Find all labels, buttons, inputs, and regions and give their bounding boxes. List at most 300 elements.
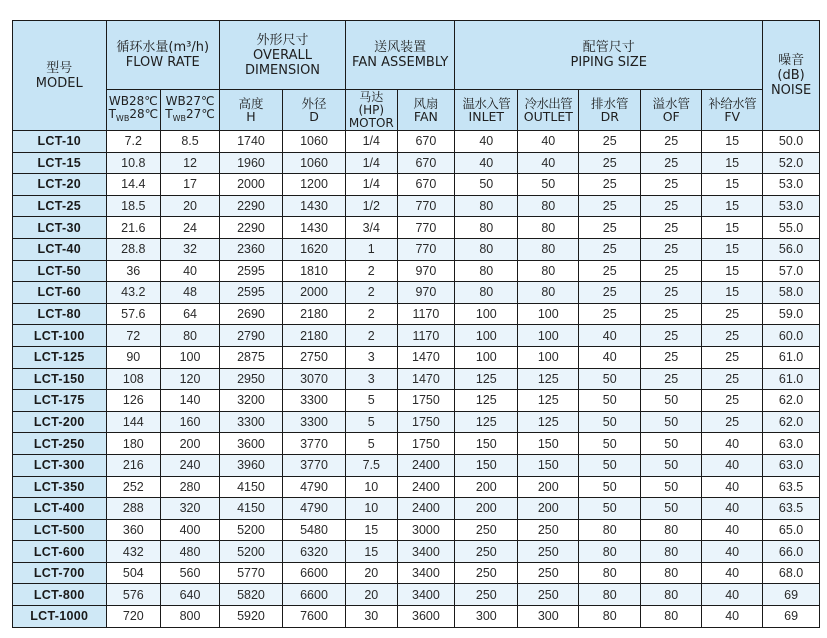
cell-inlet: 125: [455, 411, 518, 433]
cell-flow-wb28: 432: [106, 541, 161, 563]
cell-flow-wb27: 12: [161, 152, 220, 174]
header-overflow-en: OF: [662, 109, 680, 124]
cell-fan: 3400: [397, 541, 455, 563]
cell-model: LCT-80: [13, 303, 107, 325]
cell-flow-wb27: 640: [161, 584, 220, 606]
header-overall-en2: DIMENSION: [244, 62, 321, 78]
cell-height: 5920: [219, 606, 282, 628]
header-flow-wb28-sub: WB: [115, 114, 130, 123]
cell-motor: 30: [346, 606, 397, 628]
cell-height: 2950: [219, 368, 282, 390]
cell-drain: 25: [579, 303, 641, 325]
cell-diameter: 7600: [283, 606, 346, 628]
cell-flow-wb27: 480: [161, 541, 220, 563]
cell-flow-wb27: 160: [161, 411, 220, 433]
cell-overflow: 50: [641, 433, 702, 455]
cell-outlet: 125: [518, 368, 579, 390]
cell-outlet: 80: [518, 195, 579, 217]
cell-flow-wb28: 57.6: [106, 303, 161, 325]
header-motor-zh: 马达: [359, 89, 384, 104]
cell-makeup: 25: [702, 303, 763, 325]
cell-flow-wb27: 100: [161, 346, 220, 368]
cell-flow-wb27: 20: [161, 195, 220, 217]
header-piping-size: [455, 21, 763, 90]
cell-flow-wb28: 576: [106, 584, 161, 606]
header-piping-en: PIPING SIZE: [570, 55, 647, 70]
cell-drain: 80: [579, 541, 641, 563]
cell-motor: 15: [346, 519, 397, 541]
header-fan: [397, 90, 455, 131]
cell-overflow: 50: [641, 476, 702, 498]
cell-inlet: 80: [455, 195, 518, 217]
cell-height: 5770: [219, 562, 282, 584]
cell-noise: 65.0: [763, 519, 820, 541]
cell-drain: 25: [579, 152, 641, 174]
table-row: [13, 325, 820, 347]
header-motor: [346, 90, 397, 131]
cell-diameter: 3300: [283, 411, 346, 433]
cell-model: LCT-250: [13, 433, 107, 455]
cell-makeup: 15: [702, 217, 763, 239]
cell-diameter: 3770: [283, 454, 346, 476]
cell-noise: 53.0: [763, 195, 820, 217]
cell-diameter: 3070: [283, 368, 346, 390]
cell-flow-wb27: 80: [161, 325, 220, 347]
cell-noise: 59.0: [763, 303, 820, 325]
cell-makeup: 15: [702, 260, 763, 282]
cell-overflow: 80: [641, 519, 702, 541]
cell-model: LCT-800: [13, 584, 107, 606]
cell-drain: 40: [579, 346, 641, 368]
cell-height: 3600: [219, 433, 282, 455]
cell-height: 5200: [219, 519, 282, 541]
header-flow-wb28-a: WB28℃: [108, 94, 158, 108]
cell-height: 2000: [219, 174, 282, 196]
cell-diameter: 2000: [283, 282, 346, 304]
cell-flow-wb27: 280: [161, 476, 220, 498]
cell-height: 2790: [219, 325, 282, 347]
cell-inlet: 200: [455, 476, 518, 498]
cell-height: 2360: [219, 238, 282, 260]
cell-model: LCT-350: [13, 476, 107, 498]
cell-flow-wb28: 360: [106, 519, 161, 541]
cell-motor: 5: [346, 433, 397, 455]
cell-model: LCT-15: [13, 152, 107, 174]
table-row: [13, 498, 820, 520]
cell-fan: 1170: [397, 303, 455, 325]
header-inlet-en: INLET: [468, 109, 505, 124]
header-makeup-en: FV: [724, 109, 741, 124]
cell-overflow: 25: [641, 174, 702, 196]
header-inlet-zh: 温水入管: [462, 96, 511, 111]
cell-flow-wb28: 144: [106, 411, 161, 433]
header-model-zh: 型号: [46, 60, 73, 76]
cell-noise: 53.0: [763, 174, 820, 196]
cell-flow-wb27: 8.5: [161, 131, 220, 153]
cell-overflow: 80: [641, 584, 702, 606]
cell-overflow: 80: [641, 541, 702, 563]
cell-noise: 58.0: [763, 282, 820, 304]
cell-motor: 1/4: [346, 131, 397, 153]
header-flow-wb28-t: T: [108, 107, 116, 121]
header-outlet: [518, 90, 579, 131]
cell-diameter: 1810: [283, 260, 346, 282]
cell-outlet: 80: [518, 217, 579, 239]
cell-makeup: 40: [702, 433, 763, 455]
cell-outlet: 250: [518, 519, 579, 541]
cell-makeup: 15: [702, 152, 763, 174]
cell-outlet: 200: [518, 476, 579, 498]
cell-drain: 50: [579, 390, 641, 412]
cell-outlet: 100: [518, 325, 579, 347]
cell-overflow: 50: [641, 411, 702, 433]
cell-flow-wb28: 252: [106, 476, 161, 498]
cell-outlet: 150: [518, 454, 579, 476]
cell-makeup: 40: [702, 454, 763, 476]
cell-model: LCT-20: [13, 174, 107, 196]
cell-makeup: 40: [702, 584, 763, 606]
cell-model: LCT-400: [13, 498, 107, 520]
cell-overflow: 25: [641, 325, 702, 347]
table-row: [13, 476, 820, 498]
cell-noise: 66.0: [763, 541, 820, 563]
cell-noise: 69: [763, 606, 820, 628]
table-row: [13, 454, 820, 476]
cell-motor: 2: [346, 325, 397, 347]
table-row: [13, 519, 820, 541]
header-outlet-en: OUTLET: [523, 109, 573, 124]
cell-model: LCT-25: [13, 195, 107, 217]
cell-noise: 52.0: [763, 152, 820, 174]
cell-outlet: 125: [518, 411, 579, 433]
cell-flow-wb27: 32: [161, 238, 220, 260]
cell-height: 4150: [219, 476, 282, 498]
header-drain-en: DR: [600, 109, 619, 124]
cell-fan: 3000: [397, 519, 455, 541]
cell-noise: 60.0: [763, 325, 820, 347]
cell-fan: 1470: [397, 346, 455, 368]
cell-drain: 50: [579, 411, 641, 433]
header-overflow: [641, 90, 702, 131]
cell-drain: 80: [579, 606, 641, 628]
cell-makeup: 25: [702, 411, 763, 433]
header-inlet: [455, 90, 518, 131]
cell-drain: 40: [579, 325, 641, 347]
cell-height: 2595: [219, 282, 282, 304]
cell-inlet: 200: [455, 498, 518, 520]
cell-inlet: 50: [455, 174, 518, 196]
cell-overflow: 25: [641, 152, 702, 174]
cell-fan: 3400: [397, 562, 455, 584]
cell-overflow: 50: [641, 390, 702, 412]
cell-motor: 3: [346, 368, 397, 390]
cell-makeup: 25: [702, 325, 763, 347]
cell-flow-wb27: 560: [161, 562, 220, 584]
cell-inlet: 150: [455, 454, 518, 476]
cell-outlet: 80: [518, 238, 579, 260]
cell-drain: 25: [579, 131, 641, 153]
header-height: [219, 90, 282, 131]
cell-height: 2290: [219, 195, 282, 217]
cell-fan: 1170: [397, 325, 455, 347]
cell-fan: 770: [397, 195, 455, 217]
cell-makeup: 40: [702, 541, 763, 563]
cell-overflow: 25: [641, 238, 702, 260]
cell-noise: 61.0: [763, 368, 820, 390]
cell-inlet: 80: [455, 217, 518, 239]
cell-inlet: 100: [455, 325, 518, 347]
cell-motor: 5: [346, 390, 397, 412]
cell-inlet: 125: [455, 390, 518, 412]
cell-outlet: 100: [518, 346, 579, 368]
cell-outlet: 125: [518, 390, 579, 412]
cell-drain: 80: [579, 519, 641, 541]
cell-model: LCT-30: [13, 217, 107, 239]
cell-motor: 20: [346, 562, 397, 584]
cell-inlet: 250: [455, 519, 518, 541]
cell-inlet: 40: [455, 131, 518, 153]
table-row: [13, 433, 820, 455]
header-noise-unit: (dB): [777, 68, 805, 83]
cell-diameter: 3770: [283, 433, 346, 455]
cell-drain: 25: [579, 282, 641, 304]
cell-fan: 1750: [397, 411, 455, 433]
table-body: [13, 131, 820, 628]
cell-makeup: 15: [702, 131, 763, 153]
cell-diameter: 1620: [283, 238, 346, 260]
cell-inlet: 250: [455, 541, 518, 563]
cell-inlet: 250: [455, 584, 518, 606]
header-motor-en: MOTOR: [348, 115, 394, 130]
cell-flow-wb28: 43.2: [106, 282, 161, 304]
cell-flow-wb28: 10.8: [106, 152, 161, 174]
header-overall-en1: OVERALL: [253, 47, 312, 63]
table-row: [13, 541, 820, 563]
cell-drain: 80: [579, 584, 641, 606]
header-flow-wb28: [106, 90, 161, 131]
cell-overflow: 80: [641, 606, 702, 628]
cell-fan: 2400: [397, 454, 455, 476]
header-flow-rate-zh: 循环水量(m³/h): [116, 40, 210, 55]
header-flow-wb27-b: [161, 108, 219, 125]
cell-noise: 62.0: [763, 390, 820, 412]
cell-outlet: 250: [518, 584, 579, 606]
cell-motor: 1/4: [346, 152, 397, 174]
cell-motor: 1: [346, 238, 397, 260]
cell-drain: 80: [579, 562, 641, 584]
header-outlet-zh: 冷水出管: [524, 96, 573, 111]
cell-outlet: 250: [518, 541, 579, 563]
table-row: [13, 346, 820, 368]
cell-fan: 670: [397, 174, 455, 196]
cell-noise: 63.5: [763, 476, 820, 498]
cell-makeup: 25: [702, 390, 763, 412]
cell-diameter: 4790: [283, 476, 346, 498]
cell-model: LCT-500: [13, 519, 107, 541]
header-fan-col-zh: 风扇: [413, 96, 439, 111]
cell-overflow: 50: [641, 454, 702, 476]
cell-outlet: 80: [518, 282, 579, 304]
cell-flow-wb28: 36: [106, 260, 161, 282]
header-height-zh: 高度: [238, 96, 264, 111]
cell-model: LCT-60: [13, 282, 107, 304]
cell-diameter: 6320: [283, 541, 346, 563]
cell-motor: 3/4: [346, 217, 397, 239]
header-noise-en: NOISE: [770, 83, 812, 98]
cell-flow-wb28: 216: [106, 454, 161, 476]
cell-outlet: 40: [518, 152, 579, 174]
cell-flow-wb27: 17: [161, 174, 220, 196]
cell-motor: 10: [346, 476, 397, 498]
cell-diameter: 1430: [283, 195, 346, 217]
header-flow-wb28-temp: 28℃: [129, 107, 159, 121]
cell-flow-wb28: 14.4: [106, 174, 161, 196]
table-row: [13, 195, 820, 217]
cell-noise: 50.0: [763, 131, 820, 153]
cell-flow-wb28: 28.8: [106, 238, 161, 260]
header-fan-zh: 送风装置: [374, 40, 427, 55]
cell-motor: 2: [346, 282, 397, 304]
cell-height: 1960: [219, 152, 282, 174]
table-row: [13, 584, 820, 606]
cell-fan: 770: [397, 217, 455, 239]
header-flow-wb27-sub: WB: [172, 114, 187, 123]
cell-overflow: 25: [641, 346, 702, 368]
cooling-tower-spec-table: [12, 20, 820, 628]
table-header: [13, 21, 820, 131]
cell-inlet: 125: [455, 368, 518, 390]
cell-fan: 2400: [397, 498, 455, 520]
cell-flow-wb28: 180: [106, 433, 161, 455]
cell-noise: 61.0: [763, 346, 820, 368]
cell-noise: 63.0: [763, 454, 820, 476]
spec-sheet: [12, 20, 820, 628]
header-noise: [763, 21, 820, 131]
cell-flow-wb28: 108: [106, 368, 161, 390]
cell-model: LCT-100: [13, 325, 107, 347]
cell-motor: 15: [346, 541, 397, 563]
cell-motor: 2: [346, 260, 397, 282]
cell-noise: 63.5: [763, 498, 820, 520]
cell-drain: 50: [579, 368, 641, 390]
cell-inlet: 80: [455, 238, 518, 260]
cell-noise: 63.0: [763, 433, 820, 455]
cell-model: LCT-1000: [13, 606, 107, 628]
header-height-en: H: [246, 109, 256, 124]
cell-diameter: 1060: [283, 131, 346, 153]
cell-makeup: 40: [702, 519, 763, 541]
header-diameter-zh: 外径: [301, 96, 327, 111]
cell-drain: 50: [579, 433, 641, 455]
cell-flow-wb27: 40: [161, 260, 220, 282]
table-row: [13, 131, 820, 153]
cell-drain: 50: [579, 454, 641, 476]
header-flow-rate: [106, 21, 219, 90]
cell-model: LCT-175: [13, 390, 107, 412]
cell-makeup: 15: [702, 238, 763, 260]
cell-motor: 5: [346, 411, 397, 433]
cell-diameter: 2750: [283, 346, 346, 368]
cell-flow-wb28: 21.6: [106, 217, 161, 239]
cell-noise: 57.0: [763, 260, 820, 282]
cell-motor: 7.5: [346, 454, 397, 476]
cell-model: LCT-150: [13, 368, 107, 390]
cell-noise: 55.0: [763, 217, 820, 239]
cell-flow-wb27: 240: [161, 454, 220, 476]
cell-diameter: 2180: [283, 325, 346, 347]
cell-model: LCT-40: [13, 238, 107, 260]
header-fan-col-en: FAN: [413, 109, 438, 124]
cell-flow-wb28: 72: [106, 325, 161, 347]
cell-diameter: 5480: [283, 519, 346, 541]
cell-overflow: 25: [641, 282, 702, 304]
cell-model: LCT-10: [13, 131, 107, 153]
header-drain: [579, 90, 641, 131]
table-row: [13, 238, 820, 260]
table-row: [13, 606, 820, 628]
cell-fan: 670: [397, 152, 455, 174]
table-row: [13, 174, 820, 196]
cell-model: LCT-600: [13, 541, 107, 563]
cell-model: LCT-50: [13, 260, 107, 282]
header-diameter-en: D: [309, 109, 319, 124]
header-flow-wb27-a: WB27℃: [165, 94, 215, 108]
header-motor-hp: (HP): [358, 102, 385, 117]
cell-flow-wb27: 800: [161, 606, 220, 628]
cell-outlet: 80: [518, 260, 579, 282]
cell-drain: 25: [579, 238, 641, 260]
header-model-en: MODEL: [35, 75, 83, 91]
cell-motor: 1/4: [346, 174, 397, 196]
cell-height: 3200: [219, 390, 282, 412]
table-row: [13, 152, 820, 174]
cell-drain: 50: [579, 498, 641, 520]
cell-fan: 1750: [397, 390, 455, 412]
cell-outlet: 300: [518, 606, 579, 628]
table-row: [13, 217, 820, 239]
cell-model: LCT-200: [13, 411, 107, 433]
cell-drain: 25: [579, 195, 641, 217]
cell-flow-wb27: 400: [161, 519, 220, 541]
cell-height: 2690: [219, 303, 282, 325]
cell-height: 4150: [219, 498, 282, 520]
cell-diameter: 1430: [283, 217, 346, 239]
cell-height: 3300: [219, 411, 282, 433]
table-row: [13, 368, 820, 390]
cell-fan: 2400: [397, 476, 455, 498]
table-row: [13, 562, 820, 584]
cell-outlet: 150: [518, 433, 579, 455]
cell-model: LCT-125: [13, 346, 107, 368]
cell-outlet: 50: [518, 174, 579, 196]
header-flow-wb27-temp: 27℃: [186, 107, 215, 121]
cell-noise: 62.0: [763, 411, 820, 433]
cell-makeup: 40: [702, 562, 763, 584]
cell-drain: 50: [579, 476, 641, 498]
cell-fan: 3400: [397, 584, 455, 606]
cell-fan: 1750: [397, 433, 455, 455]
cell-height: 2290: [219, 217, 282, 239]
cell-motor: 20: [346, 584, 397, 606]
header-diameter: [283, 90, 346, 131]
cell-flow-wb27: 200: [161, 433, 220, 455]
cell-flow-wb27: 120: [161, 368, 220, 390]
cell-diameter: 6600: [283, 562, 346, 584]
cell-height: 2595: [219, 260, 282, 282]
cell-drain: 25: [579, 217, 641, 239]
cell-inlet: 100: [455, 303, 518, 325]
cell-makeup: 15: [702, 282, 763, 304]
